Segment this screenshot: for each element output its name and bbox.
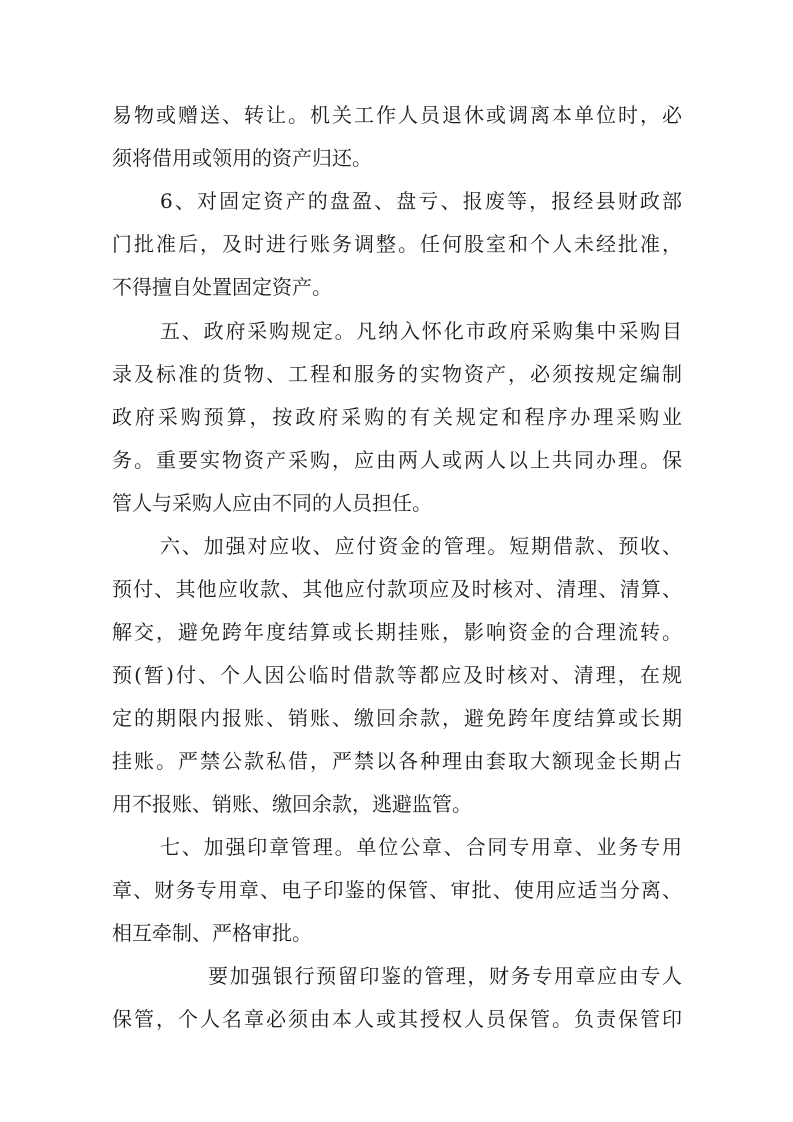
- text-line: 章、财务专用章、电子印鉴的保管、审批、使用应适当分离、: [112, 878, 682, 902]
- text-line: 要加强银行预留印鉴的管理，财务专用章应由专人: [208, 964, 682, 988]
- text-line: 预(暂)付、个人因公临时借款等都应及时核对、清理，在规: [112, 663, 682, 687]
- text-line: 保管，个人名章必须由本人或其授权人员保管。负责保管印: [112, 1007, 682, 1031]
- text-line: 解交，避免跨年度结算或长期挂账，影响资金的合理流转。: [112, 620, 682, 644]
- text-line: 录及标准的货物、工程和服务的实物资产，必须按规定编制: [112, 362, 682, 386]
- text-line: 用不报账、销账、缴回余款，逃避监管。: [112, 792, 472, 816]
- text-line: 须将借用或领用的资产归还。: [112, 146, 372, 170]
- text-line: 政府采购预算，按政府采购的有关规定和程序办理采购业: [112, 405, 682, 429]
- text-line: 6、对固定资产的盘盈、盘亏、报废等，报经县财政部: [160, 189, 682, 213]
- text-line: 相互牵制、严格审批。: [112, 921, 312, 945]
- text-line: 易物或赠送、转让。机关工作人员退休或调离本单位时，必: [112, 103, 682, 127]
- text-line: 挂账。严禁公款私借，严禁以各种理由套取大额现金长期占: [112, 749, 682, 773]
- text-line: 务。重要实物资产采购，应由两人或两人以上共同办理。保: [112, 448, 682, 472]
- text-line: 管人与采购人应由不同的人员担任。: [112, 491, 432, 515]
- text-line: 定的期限内报账、销账、缴回余款，避免跨年度结算或长期: [112, 706, 682, 730]
- text-line: 不得擅自处置固定资产。: [112, 275, 332, 299]
- text-line: 六、加强对应收、应付资金的管理。短期借款、预收、: [160, 534, 682, 558]
- text-line: 七、加强印章管理。单位公章、合同专用章、业务专用: [160, 835, 682, 859]
- text-line: 预付、其他应收款、其他应付款项应及时核对、清理、清算、: [112, 577, 682, 601]
- text-line: 五、政府采购规定。凡纳入怀化市政府采购集中采购目: [160, 319, 682, 343]
- text-line: 门批准后，及时进行账务调整。任何股室和个人未经批准，: [112, 232, 682, 256]
